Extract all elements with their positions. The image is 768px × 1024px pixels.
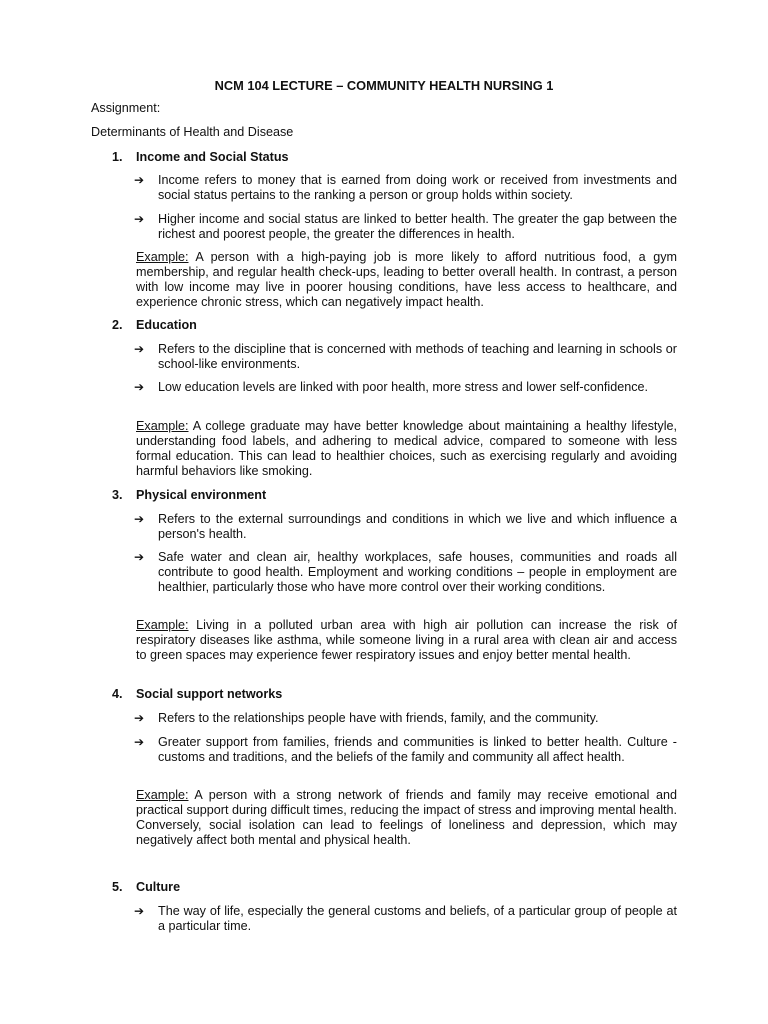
bullet-item xyxy=(134,212,677,242)
topic-heading: Determinants of Health and Disease xyxy=(91,125,294,139)
bullet-text: Low education levels are linked with poor health, more stress and lower self-confidence. xyxy=(158,380,649,394)
section-heading-culture xyxy=(112,880,180,895)
section-number: 5. xyxy=(112,880,123,894)
section-title: Physical environment xyxy=(136,488,267,502)
arrow-bullet-icon: ➔ xyxy=(134,342,145,356)
bullet-text: Refers to the discipline that is concerned with methods of teaching and learning in schools or school-like environments. xyxy=(158,342,677,371)
arrow-bullet-icon: ➔ xyxy=(134,212,145,226)
example-paragraph xyxy=(136,419,677,479)
bullet-text: The way of life, especially the general customs and beliefs, of a particular group of people at a particular time. xyxy=(158,904,677,933)
arrow-bullet-icon: ➔ xyxy=(134,711,145,725)
bullet-item xyxy=(134,342,677,372)
assignment-label: Assignment: xyxy=(91,101,161,115)
example-paragraph xyxy=(136,788,677,848)
arrow-bullet-icon: ➔ xyxy=(134,904,145,918)
example-text: A person with a strong network of friends and family may receive emotional and practical support during difficult times, reducing the impact of stress and improving mental health. Conversely, social isolation can lead to feelings of loneliness and depression, which may negatively affect both mental and physical health. xyxy=(136,788,677,847)
example-label: Example: xyxy=(136,788,189,802)
bullet-text: Income refers to money that is earned from doing work or received from investments and social status pertains to the ranking a person or group holds within society. xyxy=(158,173,677,202)
bullet-text: Refers to the external surroundings and conditions in which we live and which influence a person's health. xyxy=(158,512,677,541)
section-number: 4. xyxy=(112,687,123,701)
document-title: NCM 104 LECTURE – COMMUNITY HEALTH NURSING 1 xyxy=(214,78,554,93)
example-text: A college graduate may have better knowledge about maintaining a healthy lifestyle, understanding food labels, and adhering to medical advice, compared to someone with less formal education. This can lead to healthier choices, such as exercising regularly and avoiding harmful behaviors like smoking. xyxy=(136,419,677,478)
section-heading-income xyxy=(112,150,289,165)
section-number: 1. xyxy=(112,150,123,164)
example-label: Example: xyxy=(136,250,189,264)
section-title: Social support networks xyxy=(136,687,283,701)
bullet-item xyxy=(134,711,677,726)
example-paragraph xyxy=(136,250,677,310)
arrow-bullet-icon: ➔ xyxy=(134,512,145,526)
section-number: 3. xyxy=(112,488,123,502)
bullet-item xyxy=(134,904,677,934)
example-text: Living in a polluted urban area with high air pollution can increase the risk of respiratory diseases like asthma, while someone living in a rural area with clean air and access to green spaces may experience fewer respiratory issues and enjoy better mental health. xyxy=(136,618,677,662)
example-label: Example: xyxy=(136,419,189,433)
example-text: A person with a high-paying job is more likely to afford nutritious food, a gym membership, and regular health check-ups, leading to better overall health. In contrast, a person with low income may live in poorer housing conditions, have less access to healthcare, and experience chronic stress, which can negatively impact health. xyxy=(136,250,677,309)
section-heading-social-support xyxy=(112,687,282,702)
arrow-bullet-icon: ➔ xyxy=(134,735,145,749)
bullet-item xyxy=(134,512,677,542)
arrow-bullet-icon: ➔ xyxy=(134,380,145,394)
bullet-item xyxy=(134,380,677,395)
bullet-item xyxy=(134,735,677,765)
section-number: 2. xyxy=(112,318,123,332)
section-title: Culture xyxy=(136,880,181,894)
section-heading-education xyxy=(112,318,197,333)
example-label: Example: xyxy=(136,618,189,632)
arrow-bullet-icon: ➔ xyxy=(134,550,145,564)
bullet-item xyxy=(134,550,677,595)
section-title: Income and Social Status xyxy=(136,150,289,164)
bullet-item xyxy=(134,173,677,203)
bullet-text: Higher income and social status are linked to better health. The greater the gap between the richest and poorest people, the greater the differences in health. xyxy=(158,212,677,241)
bullet-text: Refers to the relationships people have with friends, family, and the community. xyxy=(158,711,599,725)
arrow-bullet-icon: ➔ xyxy=(134,173,145,187)
example-paragraph xyxy=(136,618,677,663)
bullet-text: Safe water and clean air, healthy workplaces, safe houses, communities and roads all contribute to good health. Employment and working conditions – people in employment are healthier, particularly those who have more control over their working conditions. xyxy=(158,550,677,594)
bullet-text: Greater support from families, friends and communities is linked to better health. Culture - customs and traditions, and the beliefs of the family and community all affect health. xyxy=(158,735,677,764)
section-title: Education xyxy=(136,318,197,332)
section-heading-physical-environment xyxy=(112,488,266,503)
